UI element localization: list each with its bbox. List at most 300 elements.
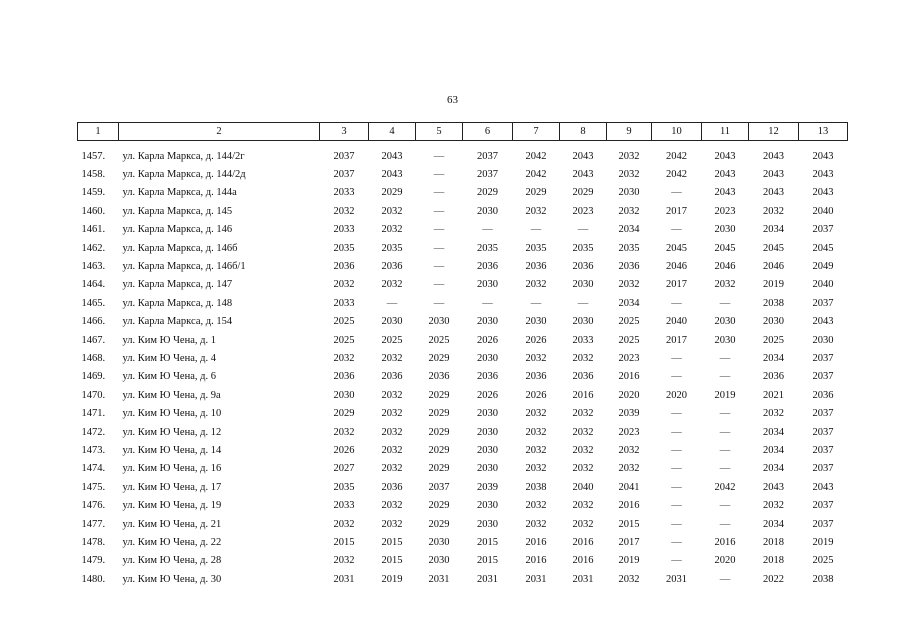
year-cell: 2043 bbox=[812, 187, 834, 199]
year-cell: 2035 bbox=[618, 242, 640, 254]
year-cell: 2033 bbox=[333, 297, 355, 309]
year-cell: 2029 bbox=[428, 444, 450, 456]
year-cell: 2032 bbox=[381, 279, 403, 291]
year-cell: — bbox=[386, 297, 398, 309]
year-cell: 2026 bbox=[333, 444, 355, 456]
year-cell: 2043 bbox=[763, 150, 784, 162]
page-number: 63 bbox=[447, 94, 458, 106]
address-cell: ул. Ким Ю Чена, д. 14 bbox=[122, 444, 222, 456]
year-cell: 2032 bbox=[763, 205, 784, 217]
row-number: 1468. bbox=[81, 352, 106, 364]
address-cell: ул. Ким Ю Чена, д. 16 bbox=[122, 463, 222, 475]
year-cell: 2041 bbox=[618, 481, 640, 493]
year-cell: 2030 bbox=[477, 463, 498, 475]
year-cell: 2043 bbox=[812, 169, 834, 181]
year-cell: 2025 bbox=[763, 334, 784, 346]
year-cell: 2031 bbox=[477, 573, 498, 585]
year-cell: — bbox=[719, 500, 731, 512]
year-cell: 2046 bbox=[714, 261, 736, 273]
year-cell: 2029 bbox=[572, 187, 594, 199]
row-number: 1477. bbox=[81, 518, 106, 530]
table-row bbox=[78, 460, 848, 478]
address-cell: ул. Карла Маркса, д. 148 bbox=[122, 297, 233, 309]
year-cell: 2043 bbox=[763, 481, 784, 493]
year-cell: 2032 bbox=[333, 352, 355, 364]
year-cell: 2032 bbox=[525, 279, 547, 291]
year-cell: 2030 bbox=[381, 316, 403, 328]
year-cell: — bbox=[482, 224, 493, 236]
year-cell: 2032 bbox=[572, 444, 594, 456]
year-cell: 2030 bbox=[477, 500, 498, 512]
year-cell: 2020 bbox=[618, 389, 640, 401]
year-cell: 2025 bbox=[428, 334, 450, 346]
year-cell: 2019 bbox=[381, 573, 403, 585]
year-cell: 2045 bbox=[763, 242, 784, 254]
year-cell: 2035 bbox=[333, 481, 355, 493]
column-header-12: 12 bbox=[749, 123, 799, 141]
row-number: 1475. bbox=[81, 481, 106, 493]
year-cell: 2016 bbox=[572, 555, 594, 567]
address-cell: ул. Карла Маркса, д. 146б bbox=[122, 242, 238, 254]
address-cell: ул. Ким Ю Чена, д. 6 bbox=[122, 371, 216, 383]
year-cell: 2029 bbox=[428, 463, 450, 475]
year-cell: 2030 bbox=[572, 316, 594, 328]
year-cell: 2032 bbox=[381, 463, 403, 475]
year-cell: — bbox=[671, 352, 682, 364]
year-cell: 2036 bbox=[333, 371, 355, 383]
year-cell: 2038 bbox=[812, 573, 834, 585]
year-cell: 2032 bbox=[381, 389, 403, 401]
row-number: 1467. bbox=[81, 334, 106, 346]
address-cell: ул. Карла Маркса, д. 146б/1 bbox=[122, 261, 246, 273]
year-cell: 2023 bbox=[572, 205, 594, 217]
year-cell: 2043 bbox=[572, 150, 594, 162]
table-row bbox=[78, 423, 848, 441]
year-cell: 2038 bbox=[763, 297, 784, 309]
year-cell: 2032 bbox=[381, 352, 403, 364]
year-cell: 2043 bbox=[572, 169, 594, 181]
year-cell: 2016 bbox=[572, 389, 594, 401]
row-number: 1462. bbox=[81, 242, 106, 254]
year-cell: 2030 bbox=[477, 279, 498, 291]
year-cell: 2035 bbox=[381, 242, 403, 254]
year-cell: 2032 bbox=[381, 518, 403, 530]
year-cell: 2034 bbox=[763, 224, 784, 236]
year-cell: 2032 bbox=[381, 444, 403, 456]
table-header bbox=[78, 123, 848, 141]
year-cell: 2036 bbox=[333, 261, 355, 273]
year-cell: 2032 bbox=[763, 500, 784, 512]
year-cell: — bbox=[433, 297, 445, 309]
year-cell: 2016 bbox=[714, 536, 736, 548]
year-cell: 2017 bbox=[666, 205, 687, 217]
year-cell: 2037 bbox=[812, 463, 834, 475]
year-cell: 2015 bbox=[477, 536, 498, 548]
year-cell: 2029 bbox=[381, 187, 403, 199]
year-cell: 2036 bbox=[525, 371, 547, 383]
table-row bbox=[78, 257, 848, 275]
row-number: 1476. bbox=[81, 500, 106, 512]
year-cell: 2036 bbox=[381, 371, 403, 383]
year-cell: 2029 bbox=[428, 352, 450, 364]
address-cell: ул. Ким Ю Чена, д. 28 bbox=[122, 555, 222, 567]
year-cell: 2032 bbox=[618, 150, 640, 162]
table-row bbox=[78, 496, 848, 514]
table-row bbox=[78, 141, 848, 166]
year-cell: 2016 bbox=[618, 500, 640, 512]
year-cell: 2037 bbox=[812, 224, 834, 236]
row-number: 1469. bbox=[81, 371, 106, 383]
year-cell: 2032 bbox=[381, 500, 403, 512]
year-cell: — bbox=[671, 371, 682, 383]
address-cell: ул. Ким Ю Чена, д. 17 bbox=[122, 481, 222, 493]
year-cell: — bbox=[433, 187, 445, 199]
year-cell: 2036 bbox=[763, 371, 784, 383]
year-cell: 2030 bbox=[714, 316, 736, 328]
year-cell: 2034 bbox=[618, 297, 640, 309]
year-cell: 2032 bbox=[618, 279, 640, 291]
column-header-7: 7 bbox=[513, 123, 560, 141]
address-cell: ул. Ким Ю Чена, д. 12 bbox=[122, 426, 222, 438]
column-header-6: 6 bbox=[463, 123, 513, 141]
year-cell: 2032 bbox=[572, 518, 594, 530]
address-cell: ул. Карла Маркса, д. 144а bbox=[122, 187, 237, 199]
year-cell: 2032 bbox=[333, 279, 355, 291]
address-cell: ул. Ким Ю Чена, д. 4 bbox=[122, 352, 216, 364]
year-cell: 2019 bbox=[618, 555, 640, 567]
year-cell: 2030 bbox=[525, 316, 547, 328]
row-number: 1478. bbox=[81, 536, 106, 548]
year-cell: — bbox=[719, 573, 731, 585]
year-cell: 2042 bbox=[666, 169, 687, 181]
year-cell: 2043 bbox=[714, 150, 736, 162]
year-cell: 2032 bbox=[618, 169, 640, 181]
year-cell: — bbox=[433, 261, 445, 273]
table-row bbox=[78, 331, 848, 349]
year-cell: 2033 bbox=[572, 334, 594, 346]
year-cell: 2015 bbox=[618, 518, 640, 530]
year-cell: 2030 bbox=[477, 316, 498, 328]
year-cell: 2023 bbox=[618, 426, 640, 438]
year-cell: 2036 bbox=[477, 371, 498, 383]
year-cell: 2030 bbox=[477, 518, 498, 530]
year-cell: 2030 bbox=[477, 205, 498, 217]
address-cell: ул. Ким Ю Чена, д. 21 bbox=[122, 518, 222, 530]
year-cell: 2032 bbox=[525, 518, 547, 530]
data-table bbox=[77, 122, 848, 588]
address-cell: ул. Ким Ю Чена, д. 22 bbox=[122, 536, 222, 548]
year-cell: — bbox=[433, 279, 445, 291]
year-cell: 2029 bbox=[333, 408, 355, 420]
year-cell: 2032 bbox=[618, 463, 640, 475]
year-cell: 2037 bbox=[812, 500, 834, 512]
year-cell: 2031 bbox=[333, 573, 355, 585]
address-cell: ул. Ким Ю Чена, д. 9а bbox=[122, 389, 221, 401]
row-number: 1459. bbox=[81, 187, 106, 199]
year-cell: — bbox=[719, 426, 731, 438]
year-cell: — bbox=[577, 224, 589, 236]
year-cell: 2032 bbox=[525, 408, 547, 420]
year-cell: 2032 bbox=[572, 352, 594, 364]
year-cell: 2038 bbox=[525, 481, 547, 493]
table-row bbox=[78, 313, 848, 331]
table-row bbox=[78, 294, 848, 312]
table-row bbox=[78, 165, 848, 183]
year-cell: — bbox=[671, 500, 682, 512]
year-cell: 2032 bbox=[525, 444, 547, 456]
year-cell: 2031 bbox=[666, 573, 687, 585]
row-number: 1464. bbox=[81, 279, 106, 291]
year-cell: 2037 bbox=[428, 481, 450, 493]
year-cell: 2032 bbox=[618, 444, 640, 456]
year-cell: 2034 bbox=[618, 224, 640, 236]
year-cell: — bbox=[671, 463, 682, 475]
year-cell: 2025 bbox=[333, 334, 355, 346]
year-cell: 2036 bbox=[812, 389, 834, 401]
year-cell: — bbox=[671, 518, 682, 530]
year-cell: 2016 bbox=[618, 371, 640, 383]
year-cell: 2032 bbox=[618, 205, 640, 217]
column-header-1: 1 bbox=[78, 123, 119, 141]
year-cell: 2030 bbox=[477, 352, 498, 364]
year-cell: 2022 bbox=[763, 573, 784, 585]
year-cell: 2043 bbox=[763, 187, 784, 199]
table-row bbox=[78, 202, 848, 220]
year-cell: 2040 bbox=[666, 316, 687, 328]
year-cell: — bbox=[433, 150, 445, 162]
year-cell: 2029 bbox=[428, 500, 450, 512]
column-header-9: 9 bbox=[607, 123, 652, 141]
year-cell: 2030 bbox=[428, 555, 450, 567]
year-cell: 2017 bbox=[666, 279, 687, 291]
year-cell: 2032 bbox=[381, 224, 403, 236]
year-cell: 2035 bbox=[572, 242, 594, 254]
year-cell: 2046 bbox=[763, 261, 784, 273]
year-cell: 2025 bbox=[618, 334, 640, 346]
year-cell: 2043 bbox=[763, 169, 784, 181]
table-row bbox=[78, 221, 848, 239]
year-cell: 2036 bbox=[381, 481, 403, 493]
year-cell: 2017 bbox=[666, 334, 687, 346]
year-cell: 2029 bbox=[428, 518, 450, 530]
year-cell: 2029 bbox=[525, 187, 547, 199]
year-cell: 2032 bbox=[381, 205, 403, 217]
year-cell: 2037 bbox=[812, 371, 834, 383]
year-cell: 2037 bbox=[477, 169, 498, 181]
year-cell: 2032 bbox=[333, 555, 355, 567]
year-cell: 2036 bbox=[525, 261, 547, 273]
column-header-5: 5 bbox=[416, 123, 463, 141]
year-cell: 2042 bbox=[525, 169, 547, 181]
year-cell: 2030 bbox=[714, 224, 736, 236]
year-cell: 2025 bbox=[381, 334, 403, 346]
column-header-2: 2 bbox=[119, 123, 320, 141]
row-number: 1473. bbox=[81, 444, 106, 456]
row-number: 1460. bbox=[81, 205, 106, 217]
year-cell: 2049 bbox=[812, 261, 834, 273]
year-cell: — bbox=[433, 224, 445, 236]
table-row bbox=[78, 368, 848, 386]
year-cell: 2043 bbox=[812, 150, 834, 162]
year-cell: — bbox=[671, 536, 682, 548]
year-cell: 2040 bbox=[572, 481, 594, 493]
year-cell: 2023 bbox=[714, 205, 736, 217]
year-cell: 2043 bbox=[381, 150, 403, 162]
year-cell: 2035 bbox=[477, 242, 498, 254]
row-number: 1471. bbox=[81, 408, 106, 420]
year-cell: 2039 bbox=[618, 408, 640, 420]
row-number: 1465. bbox=[81, 297, 106, 309]
year-cell: 2018 bbox=[763, 536, 784, 548]
address-cell: ул. Карла Маркса, д. 147 bbox=[122, 279, 233, 291]
year-cell: — bbox=[671, 408, 682, 420]
row-number: 1463. bbox=[81, 261, 106, 273]
year-cell: 2015 bbox=[333, 536, 355, 548]
year-cell: 2030 bbox=[477, 426, 498, 438]
year-cell: 2016 bbox=[525, 555, 547, 567]
year-cell: 2021 bbox=[763, 389, 784, 401]
row-number: 1461. bbox=[81, 224, 106, 236]
year-cell: 2040 bbox=[812, 279, 834, 291]
year-cell: 2032 bbox=[525, 352, 547, 364]
year-cell: 2030 bbox=[572, 279, 594, 291]
year-cell: 2029 bbox=[428, 389, 450, 401]
year-cell: 2030 bbox=[477, 408, 498, 420]
table-row bbox=[78, 552, 848, 570]
year-cell: — bbox=[433, 205, 445, 217]
year-cell: 2032 bbox=[572, 408, 594, 420]
table-row bbox=[78, 386, 848, 404]
address-cell: ул. Ким Ю Чена, д. 1 bbox=[122, 334, 216, 346]
year-cell: 2025 bbox=[333, 316, 355, 328]
year-cell: 2042 bbox=[525, 150, 547, 162]
year-cell: 2025 bbox=[618, 316, 640, 328]
table-row bbox=[78, 533, 848, 551]
year-cell: — bbox=[433, 169, 445, 181]
year-cell: 2032 bbox=[525, 205, 547, 217]
row-number: 1479. bbox=[81, 555, 106, 567]
year-cell: 2026 bbox=[525, 389, 547, 401]
year-cell: 2033 bbox=[333, 500, 355, 512]
table-row bbox=[78, 441, 848, 459]
year-cell: — bbox=[671, 426, 682, 438]
year-cell: 2032 bbox=[525, 463, 547, 475]
year-cell: 2016 bbox=[525, 536, 547, 548]
row-number: 1457. bbox=[81, 150, 106, 162]
year-cell: 2029 bbox=[428, 426, 450, 438]
table-row bbox=[78, 478, 848, 496]
year-cell: 2030 bbox=[812, 334, 834, 346]
year-cell: — bbox=[719, 444, 731, 456]
year-cell: — bbox=[719, 518, 731, 530]
year-cell: 2032 bbox=[763, 408, 784, 420]
year-cell: 2036 bbox=[572, 261, 594, 273]
year-cell: 2035 bbox=[333, 242, 355, 254]
year-cell: 2037 bbox=[812, 444, 834, 456]
year-cell: — bbox=[482, 297, 493, 309]
year-cell: 2036 bbox=[477, 261, 498, 273]
year-cell: 2026 bbox=[525, 334, 547, 346]
table-row bbox=[78, 239, 848, 257]
year-cell: 2034 bbox=[763, 463, 784, 475]
year-cell: 2032 bbox=[572, 463, 594, 475]
year-cell: — bbox=[719, 297, 731, 309]
year-cell: 2020 bbox=[666, 389, 687, 401]
year-cell: 2036 bbox=[572, 371, 594, 383]
year-cell: 2045 bbox=[666, 242, 687, 254]
year-cell: 2020 bbox=[714, 555, 736, 567]
year-cell: 2037 bbox=[812, 518, 834, 530]
year-cell: 2015 bbox=[381, 555, 403, 567]
year-cell: 2037 bbox=[812, 352, 834, 364]
year-cell: 2032 bbox=[381, 408, 403, 420]
table-row bbox=[78, 349, 848, 367]
year-cell: — bbox=[530, 224, 542, 236]
column-header-4: 4 bbox=[369, 123, 416, 141]
year-cell: 2019 bbox=[714, 389, 736, 401]
year-cell: 2032 bbox=[333, 518, 355, 530]
year-cell: 2032 bbox=[714, 279, 736, 291]
year-cell: 2031 bbox=[428, 573, 450, 585]
row-number: 1480. bbox=[81, 573, 106, 585]
year-cell: 2019 bbox=[763, 279, 784, 291]
year-cell: 2034 bbox=[763, 426, 784, 438]
row-number: 1472. bbox=[81, 426, 106, 438]
year-cell: 2043 bbox=[812, 481, 834, 493]
year-cell: 2043 bbox=[714, 169, 736, 181]
year-cell: 2046 bbox=[666, 261, 687, 273]
table-row bbox=[78, 570, 848, 588]
address-cell: ул. Ким Ю Чена, д. 10 bbox=[122, 408, 222, 420]
year-cell: 2023 bbox=[618, 352, 640, 364]
year-cell: — bbox=[530, 297, 542, 309]
year-cell: 2016 bbox=[572, 536, 594, 548]
year-cell: 2045 bbox=[812, 242, 834, 254]
year-cell: 2032 bbox=[525, 500, 547, 512]
address-cell: ул. Карла Маркса, д. 144/2д bbox=[122, 169, 246, 181]
year-cell: 2033 bbox=[333, 224, 355, 236]
year-cell: 2032 bbox=[381, 426, 403, 438]
year-cell: 2031 bbox=[525, 573, 547, 585]
year-cell: — bbox=[719, 371, 731, 383]
year-cell: 2043 bbox=[812, 316, 834, 328]
year-cell: 2032 bbox=[618, 573, 640, 585]
year-cell: — bbox=[671, 481, 682, 493]
year-cell: — bbox=[577, 297, 589, 309]
year-cell: 2029 bbox=[477, 187, 498, 199]
year-cell: 2030 bbox=[477, 444, 498, 456]
year-cell: 2043 bbox=[381, 169, 403, 181]
year-cell: 2045 bbox=[714, 242, 736, 254]
year-cell: 2029 bbox=[428, 408, 450, 420]
year-cell: 2025 bbox=[812, 555, 834, 567]
year-cell: 2018 bbox=[763, 555, 784, 567]
year-cell: — bbox=[671, 297, 682, 309]
year-cell: — bbox=[671, 444, 682, 456]
year-cell: 2034 bbox=[763, 518, 784, 530]
year-cell: 2032 bbox=[572, 500, 594, 512]
row-number: 1458. bbox=[81, 169, 106, 181]
year-cell: 2026 bbox=[477, 334, 498, 346]
year-cell: — bbox=[671, 555, 682, 567]
year-cell: 2036 bbox=[428, 371, 450, 383]
year-cell: — bbox=[671, 224, 682, 236]
year-cell: 2042 bbox=[666, 150, 687, 162]
year-cell: 2031 bbox=[572, 573, 594, 585]
year-cell: — bbox=[719, 352, 731, 364]
year-cell: 2015 bbox=[381, 536, 403, 548]
address-cell: ул. Карла Маркса, д. 145 bbox=[122, 205, 233, 217]
